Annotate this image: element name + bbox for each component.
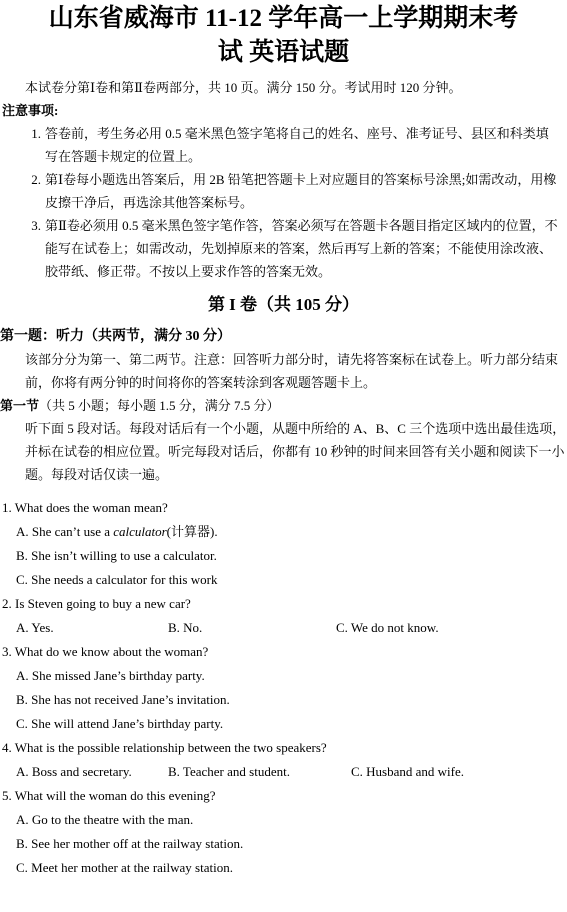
q3-option-b: B. She has not received Jane’s invitation. bbox=[16, 692, 230, 707]
note-text: 第Ⅰ卷每小题选出答案后，用 2B 铅笔把答题卡上对应题目的答案标号涂黑;如需改动，用橡皮擦干净后，再选涂其他答案标号。 bbox=[45, 172, 557, 210]
question-5: 5. What will the woman do this evening? bbox=[2, 788, 216, 803]
q1-option-c: C. She needs a calculator for this work bbox=[16, 572, 218, 587]
note-number: 2. bbox=[31, 172, 41, 187]
q3-option-c: C. She will attend Jane’s birthday party. bbox=[16, 716, 224, 731]
note-number: 3. bbox=[31, 218, 41, 233]
section1-description: 听下面 5 段对话。每段对话后有一个小题，从题中所给的 A、B、C 三个选项中选出最佳选项，并标在试卷的相应位置。听完每段对话后，你都有 10 秒钟的时间来回答有关小题和阅读下一小题。每段对话仅读一遍。 bbox=[25, 421, 566, 482]
q2-option-b: B. No. bbox=[168, 620, 203, 635]
section1-label: 第一节 bbox=[0, 398, 40, 413]
note-text: 第Ⅱ卷必须用 0.5 毫米黑色签字笔作答，答案必须写在答题卡各题目指定区域内的位置，不能写在试卷上；如需改动，先划掉原来的答案，然后再写上新的答案；不能使用涂改液、胶带纸、修正带。不按以上要求作答的答案无效。 bbox=[45, 218, 558, 279]
q4-options bbox=[0, 760, 567, 784]
q5-option-a: A. Go to the theatre with the man. bbox=[16, 812, 194, 827]
section1-header bbox=[0, 394, 567, 417]
page-title-line2: 试 英语试题 bbox=[217, 39, 350, 66]
question-4: 4. What is the possible relationship between the two speakers? bbox=[2, 740, 327, 755]
note-item-1 bbox=[0, 122, 567, 168]
part1-heading: 第一题：听力（共两节，满分 30 分） bbox=[0, 329, 231, 344]
note-text: 答卷前，考生务必用 0.5 毫米黑色签字笔将自己的姓名、座号、准考证号、县区和科类填写在答题卡规定的位置上。 bbox=[45, 126, 549, 164]
question-1: 1. What does the woman mean? bbox=[2, 500, 168, 515]
page-title-line1: 山东省威海市 11-12 学年高一上学期期末考 bbox=[48, 5, 519, 32]
notes-heading: 注意事项: bbox=[2, 103, 59, 118]
q3-option-a: A. She missed Jane’s birthday party. bbox=[16, 668, 205, 683]
q2-option-c: C. We do not know. bbox=[336, 620, 439, 635]
q1-option-a-italic: calculator bbox=[113, 524, 167, 539]
intro-text: 本试卷分第Ⅰ卷和第Ⅱ卷两部分，共 10 页。满分 150 分。考试用时 120 分钟。 bbox=[25, 80, 462, 95]
question-2: 2. Is Steven going to buy a new car? bbox=[2, 596, 191, 611]
q1-option-b: B. She isn’t willing to use a calculator. bbox=[16, 548, 217, 563]
q2-options bbox=[0, 616, 567, 640]
q1-option-a-suffix: (计算器). bbox=[166, 524, 218, 539]
q1-option-a-text: A. She can’t use a bbox=[16, 524, 114, 539]
part1-description: 该部分分为第一、第二两节。注意：回答听力部分时，请先将答案标在试卷上。听力部分结束前，你将有两分钟的时间将你的答案转涂到客观题答题卡上。 bbox=[25, 352, 559, 390]
section1-info: （共 5 小题；每小题 1.5 分，满分 7.5 分） bbox=[39, 398, 280, 413]
note-item-3 bbox=[0, 214, 567, 283]
q1-option-a bbox=[0, 520, 567, 544]
note-number: 1. bbox=[31, 126, 41, 141]
q5-option-b: B. See her mother off at the railway station. bbox=[16, 836, 244, 851]
question-3: 3. What do we know about the woman? bbox=[2, 644, 209, 659]
q2-option-a: A. Yes. bbox=[16, 620, 54, 635]
volume-title: 第 I 卷（共 105 分） bbox=[207, 295, 360, 314]
q4-option-b: B. Teacher and student. bbox=[168, 764, 290, 779]
q4-option-a: A. Boss and secretary. bbox=[16, 764, 132, 779]
note-item-2 bbox=[0, 168, 567, 214]
q4-option-c: C. Husband and wife. bbox=[351, 764, 465, 779]
q5-option-c: C. Meet her mother at the railway station. bbox=[16, 860, 233, 875]
